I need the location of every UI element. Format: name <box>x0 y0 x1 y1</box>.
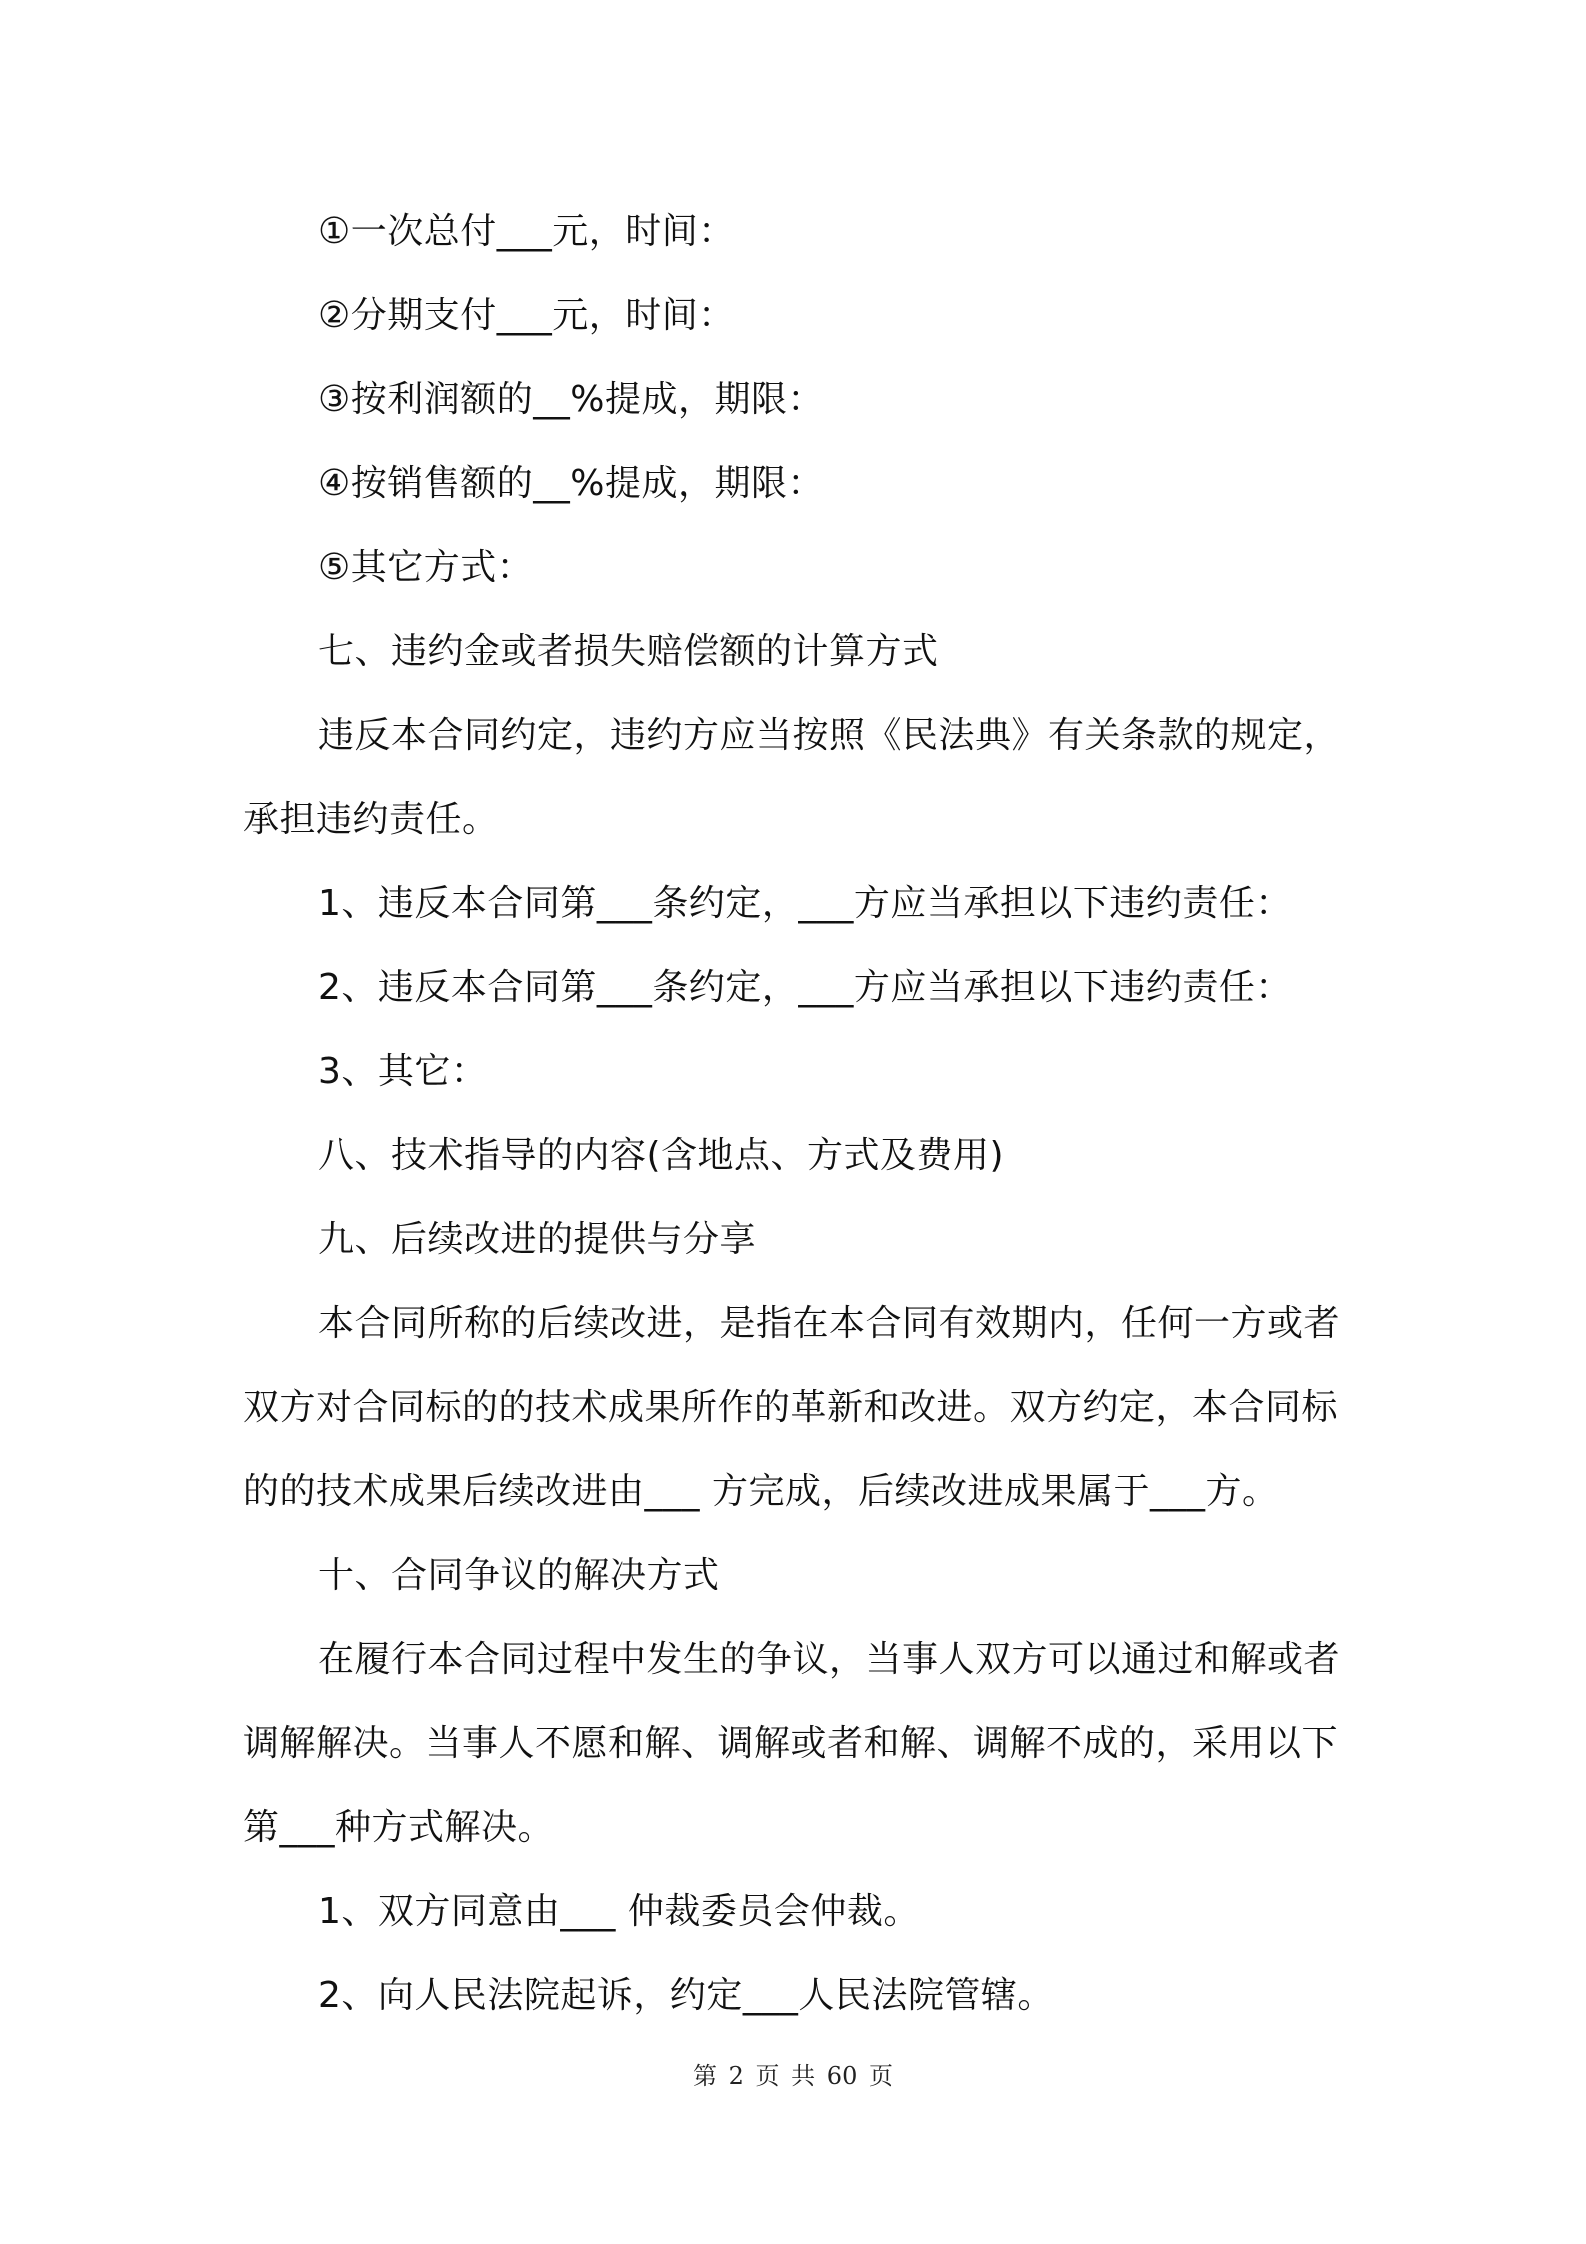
section-heading-7: 七、违约金或者损失赔偿额的计算方式 <box>318 631 939 672</box>
payment-option-profit-share: ③按利润额的__%提成，期限： <box>318 379 824 420</box>
paragraph-line: 本合同所称的后续改进，是指在本合同有效期内，任何一方或者 <box>318 1303 1341 1344</box>
paragraph-line: 第___种方式解决。 <box>243 1807 555 1848</box>
paragraph-line: 违反本合同约定，违约方应当按照《民法典》有关条款的规定， <box>318 715 1341 756</box>
page-number-footer: 第 2 页 共 60 页 <box>693 2062 893 2090</box>
paragraph-line: 承担违约责任。 <box>243 799 499 840</box>
breach-clause-3: 3、其它： <box>318 1051 488 1092</box>
paragraph-line: 双方对合同标的的技术成果所作的革新和改进。双方约定，本合同标 <box>243 1387 1339 1428</box>
document-body <box>243 190 1363 2038</box>
paragraph-line: 在履行本合同过程中发生的争议，当事人双方可以通过和解或者 <box>318 1639 1341 1680</box>
paragraph-line: 调解解决。当事人不愿和解、调解或者和解、调解不成的，采用以下 <box>243 1723 1339 1764</box>
payment-option-lump-sum: ①一次总付___元，时间： <box>318 211 735 252</box>
section-heading-8: 八、技术指导的内容(含地点、方式及费用) <box>318 1135 1005 1176</box>
dispute-option-litigation: 2、向人民法院起诉，约定___人民法院管辖。 <box>318 1975 1054 2016</box>
payment-option-sales-share: ④按销售额的__%提成，期限： <box>318 463 824 504</box>
payment-option-other: ⑤其它方式： <box>318 547 534 588</box>
payment-option-installment: ②分期支付___元，时间： <box>318 295 735 336</box>
breach-clause-2: 2、违反本合同第___条约定，___方应当承担以下违约责任： <box>318 967 1292 1008</box>
paragraph-line: 的的技术成果后续改进由___ 方完成，后续改进成果属于___方。 <box>243 1471 1279 1512</box>
dispute-option-arbitration: 1、双方同意由___ 仲裁委员会仲裁。 <box>318 1891 920 1932</box>
breach-clause-1: 1、违反本合同第___条约定，___方应当承担以下违约责任： <box>318 883 1292 924</box>
section-heading-9: 九、后续改进的提供与分享 <box>318 1219 757 1260</box>
section-heading-10: 十、合同争议的解决方式 <box>318 1555 720 1596</box>
